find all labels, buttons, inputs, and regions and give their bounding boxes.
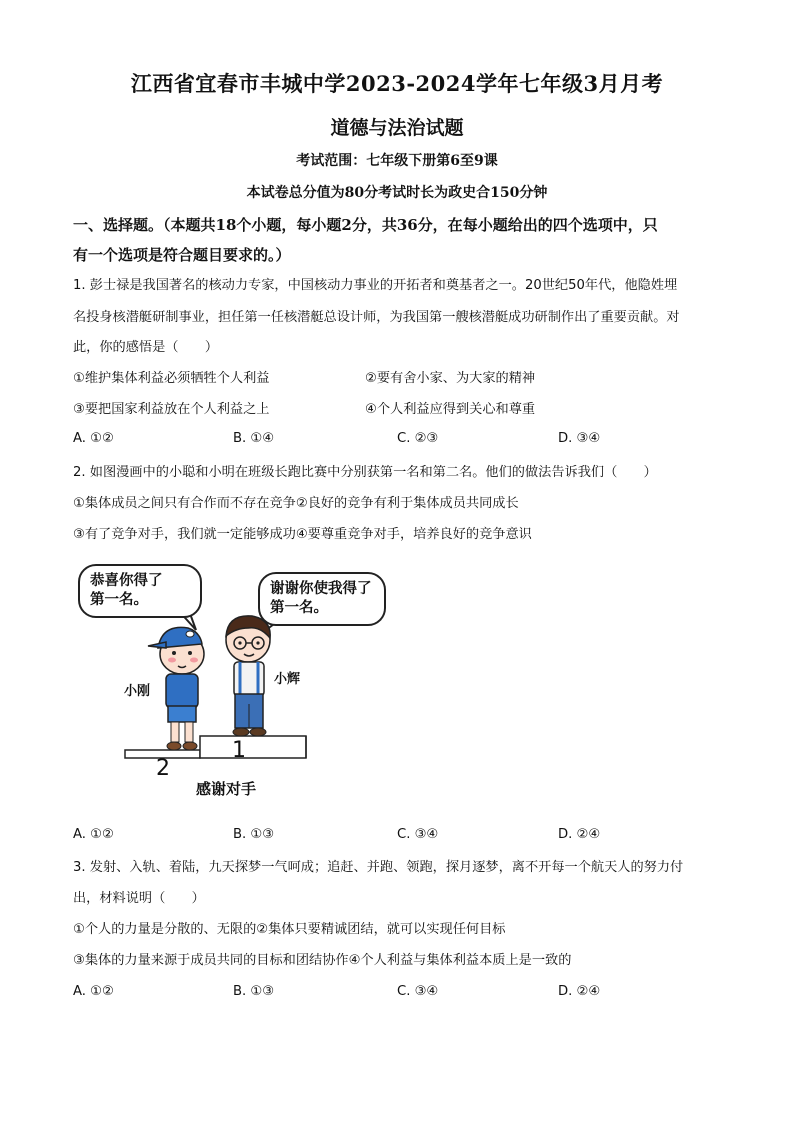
- podium-number-1: 1: [232, 738, 246, 763]
- q1-option-c[interactable]: C. ②③: [397, 431, 439, 446]
- q1-statement-2: ②要有舍小家、为大家的精神: [365, 371, 536, 386]
- q2-option-b[interactable]: B. ①③: [233, 827, 275, 842]
- comic-illustration: [70, 558, 400, 808]
- page-subtitle: 道德与法治试题: [330, 117, 464, 139]
- boy-right-figure: [226, 616, 270, 736]
- bubble-right-line1: 谢谢你使我得了: [270, 581, 372, 597]
- podium-number-2: 2: [156, 756, 170, 781]
- q1-stem-line3: 此，你的感悟是（ ）: [73, 340, 219, 355]
- exam-scope: 考试范围：七年级下册第6至9课: [296, 153, 498, 169]
- q1-option-d[interactable]: D. ③④: [558, 431, 601, 446]
- speech-bubble-right: [258, 572, 386, 626]
- q1-option-a[interactable]: A. ①②: [73, 431, 114, 446]
- bubble-left-line1: 恭喜你得了: [90, 573, 163, 589]
- q2-option-a[interactable]: A. ①②: [73, 827, 114, 842]
- section-heading-line1: 一、选择题。（本题共18个小题，每小题2分，共36分，在每小题给出的四个选项中，只: [73, 216, 658, 234]
- q1-statement-4: ④个人利益应得到关心和尊重: [365, 402, 536, 417]
- q2-option-c[interactable]: C. ③④: [397, 827, 439, 842]
- q2-option-d[interactable]: D. ②④: [558, 827, 601, 842]
- q2-statement-line1: ①集体成员之间只有合作而不存在竞争②良好的竞争有利于集体成员共同成长: [73, 496, 519, 511]
- name-label-right: 小辉: [274, 672, 301, 687]
- q2-statement-line2: ③有了竞争对手，我们就一定能够成功④要尊重竞争对手，培养良好的竞争意识: [73, 527, 532, 542]
- speech-bubble-left: [78, 564, 202, 618]
- boy-left-figure: [148, 627, 204, 750]
- q1-stem-line1: 1. 彭士禄是我国著名的核动力专家，中国核动力事业的开拓者和奠基者之一。20世纪50年代，他隐姓埋: [73, 278, 678, 293]
- q3-option-b[interactable]: B. ①③: [233, 984, 275, 999]
- bubble-left-line2: 第一名。: [90, 592, 148, 608]
- bubble-right-line2: 第一名。: [270, 600, 328, 616]
- q3-stem-line2: 出，材料说明（ ）: [73, 891, 205, 906]
- page-title: 江西省宜春市丰城中学2023-2024学年七年级3月月考: [130, 71, 664, 96]
- q3-statement-line1: ①个人的力量是分散的、无限的②集体只要精诚团结，就可以实现任何目标: [73, 922, 506, 937]
- q1-statement-3: ③要把国家利益放在个人利益之上: [73, 402, 270, 417]
- name-label-left: 小刚: [124, 684, 151, 699]
- comic-caption: 感谢对手: [196, 780, 257, 798]
- section-heading-line2: 有一个选项是符合题目要求的。）: [73, 246, 291, 264]
- q3-option-a[interactable]: A. ①②: [73, 984, 114, 999]
- q3-option-c[interactable]: C. ③④: [397, 984, 439, 999]
- q1-stem-line2: 名投身核潜艇研制事业，担任第一任核潜艇总设计师，为我国第一艘核潜艇成功研制作出了重要贡献。对: [73, 310, 680, 325]
- q2-stem-line1: 2. 如图漫画中的小聪和小明在班级长跑比赛中分别获第一名和第二名。他们的做法告诉我们（ ）: [73, 465, 657, 480]
- q1-option-b[interactable]: B. ①④: [233, 431, 275, 446]
- exam-note: 本试卷总分值为80分考试时长为政史合150分钟: [246, 185, 548, 201]
- q3-stem-line1: 3. 发射、入轨、着陆，九天探梦一气呵成；追赶、并跑、领跑，探月逐梦，离不开每一个航天人的努力付: [73, 860, 684, 875]
- q3-statement-line2: ③集体的力量来源于成员共同的目标和团结协作④个人利益与集体利益本质上是一致的: [73, 953, 572, 968]
- q1-statement-1: ①维护集体利益必须牺牲个人利益: [73, 371, 270, 386]
- q3-option-d[interactable]: D. ②④: [558, 984, 601, 999]
